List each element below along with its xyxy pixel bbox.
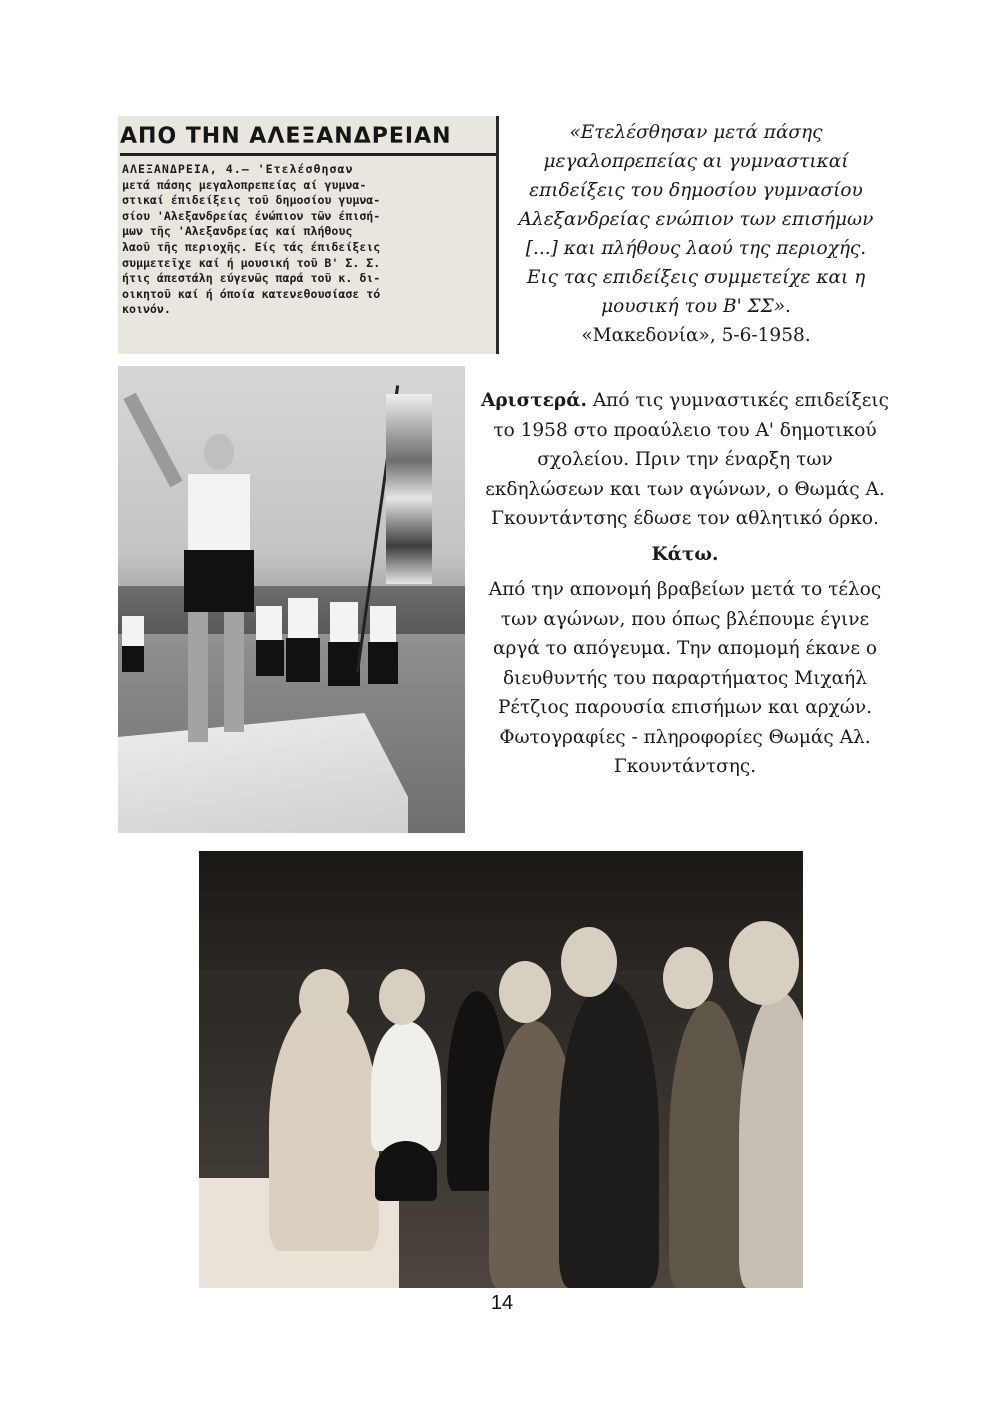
caption-credit: Φωτογραφίες - πληροφορίες Θωμάς Αλ. Γκουντάντσης. [499,726,871,777]
photo-caption [480,386,890,782]
photo-figure [122,616,144,646]
clipping-body [122,162,490,318]
photo-face [379,969,425,1025]
page-number: 14 [490,1292,514,1314]
gymnast-shirt [188,474,250,550]
photo-man-dark-suit [559,981,659,1288]
gymnast-raised-arm [123,393,182,488]
photo-figure [328,642,360,686]
quote-caption [510,118,882,350]
photo-figure [256,606,282,640]
clipping-line: σίου 'Αλεξανδρείας ένώπιον τῶν έπισή- [122,208,381,223]
clipping-line: κοινόν. [122,302,171,317]
photo-platform [118,713,408,833]
photo-figure [256,640,284,676]
clipping-line: ήτις άπεστάλη εύγενῶς παρά τοῦ κ. δι- [122,271,381,286]
caption-below-label: Κάτω. [651,543,719,565]
caption-below-text: Από την απονομή βραβείων μετά το τέλος των αγώνων, που όπως βλέπουμε έγινε αργά το απόγευμα. Την απομομή έκανε ο διευθυντής του παραρτήματος Μιχαήλ Ρέτζιος παρουσία επισήμων και αρχών. [488,579,882,718]
quote-source: «Μακεδονία», 5-6-1958. [581,325,811,346]
photo-dark-background [199,851,803,971]
photo-face [561,927,617,997]
photo-man-right [739,991,803,1288]
clipping-line: μετά πάσης μεγαλοπρεπείας αί γυμνα- [122,177,367,192]
photo-figure [370,606,396,642]
photo-face [663,947,713,1009]
quote-text: «Ετελέσθησαν μετά πάσης μεγαλοπρεπείας αι γυμναστικαί επιδείξεις του δημοσίου γυμνασίου Αλεξανδρείας ενώπιον των επισήμων [...] και πλήθους λαού της περιοχής. Εις τας επιδείξεις συμμετείχε και η μουσική του Β' ΣΣ». [518,122,874,317]
photo-athletic-oath [118,366,465,833]
clipping-line: μων τῆς 'Αλεξανδρείας καί πλήθους [122,224,353,239]
flag [386,394,432,584]
photo-athlete [371,1021,441,1151]
gymnast-shorts [184,550,254,612]
clipping-line: συμμετεῖχε καί ή μουσική τοῦ Β' Σ. Σ. [122,255,381,270]
clipping-line: στικαί έπιδείξεις τοῦ δημοσίου γυμνα- [122,193,381,208]
caption-left-label: Αριστερά. [480,390,587,411]
clipping-line: λαοῦ τῆς περιοχῆς. Είς τάς έπιδείξεις [122,239,381,254]
clipping-line: ΑΛΕΞΑΝΔΡΕΙΑ, 4.— 'Ετελέσθησαν [122,162,354,176]
photo-award-ceremony [199,851,803,1288]
clipping-line: οικητοῦ καί ή όποία κατενεθουσίασε τό [122,286,381,301]
photo-figure [330,602,358,642]
newspaper-clipping [118,116,499,354]
photo-face [729,921,799,1005]
gymnast-leg [188,612,208,742]
photo-figure [122,646,144,672]
photo-figure [286,638,320,682]
gymnast-leg [224,612,244,732]
photo-athlete-shorts [375,1141,437,1201]
clipping-headline: ΑΠΟ ΤΗΝ ΑΛΕΞΑΝΔΡΕΙΑΝ [120,124,496,156]
photo-face [299,969,349,1029]
gymnast-head [204,434,234,470]
photo-figure [288,598,318,638]
photo-face [499,961,551,1023]
photo-man-in-light-suit [269,1001,379,1251]
caption-left-text: Από τις γυμναστικές επιδείξεις το 1958 στο προαύλειο του Α' δημοτικού σχολείου. Πριν την έναρξη των εκδηλώσεων και των αγώνων, ο Θωμάς Α. Γκουντάντσης έδωσε τον αθλητικό όρκο. [485,390,890,529]
photo-officer-cap [669,1001,749,1288]
photo-figure [368,642,398,684]
